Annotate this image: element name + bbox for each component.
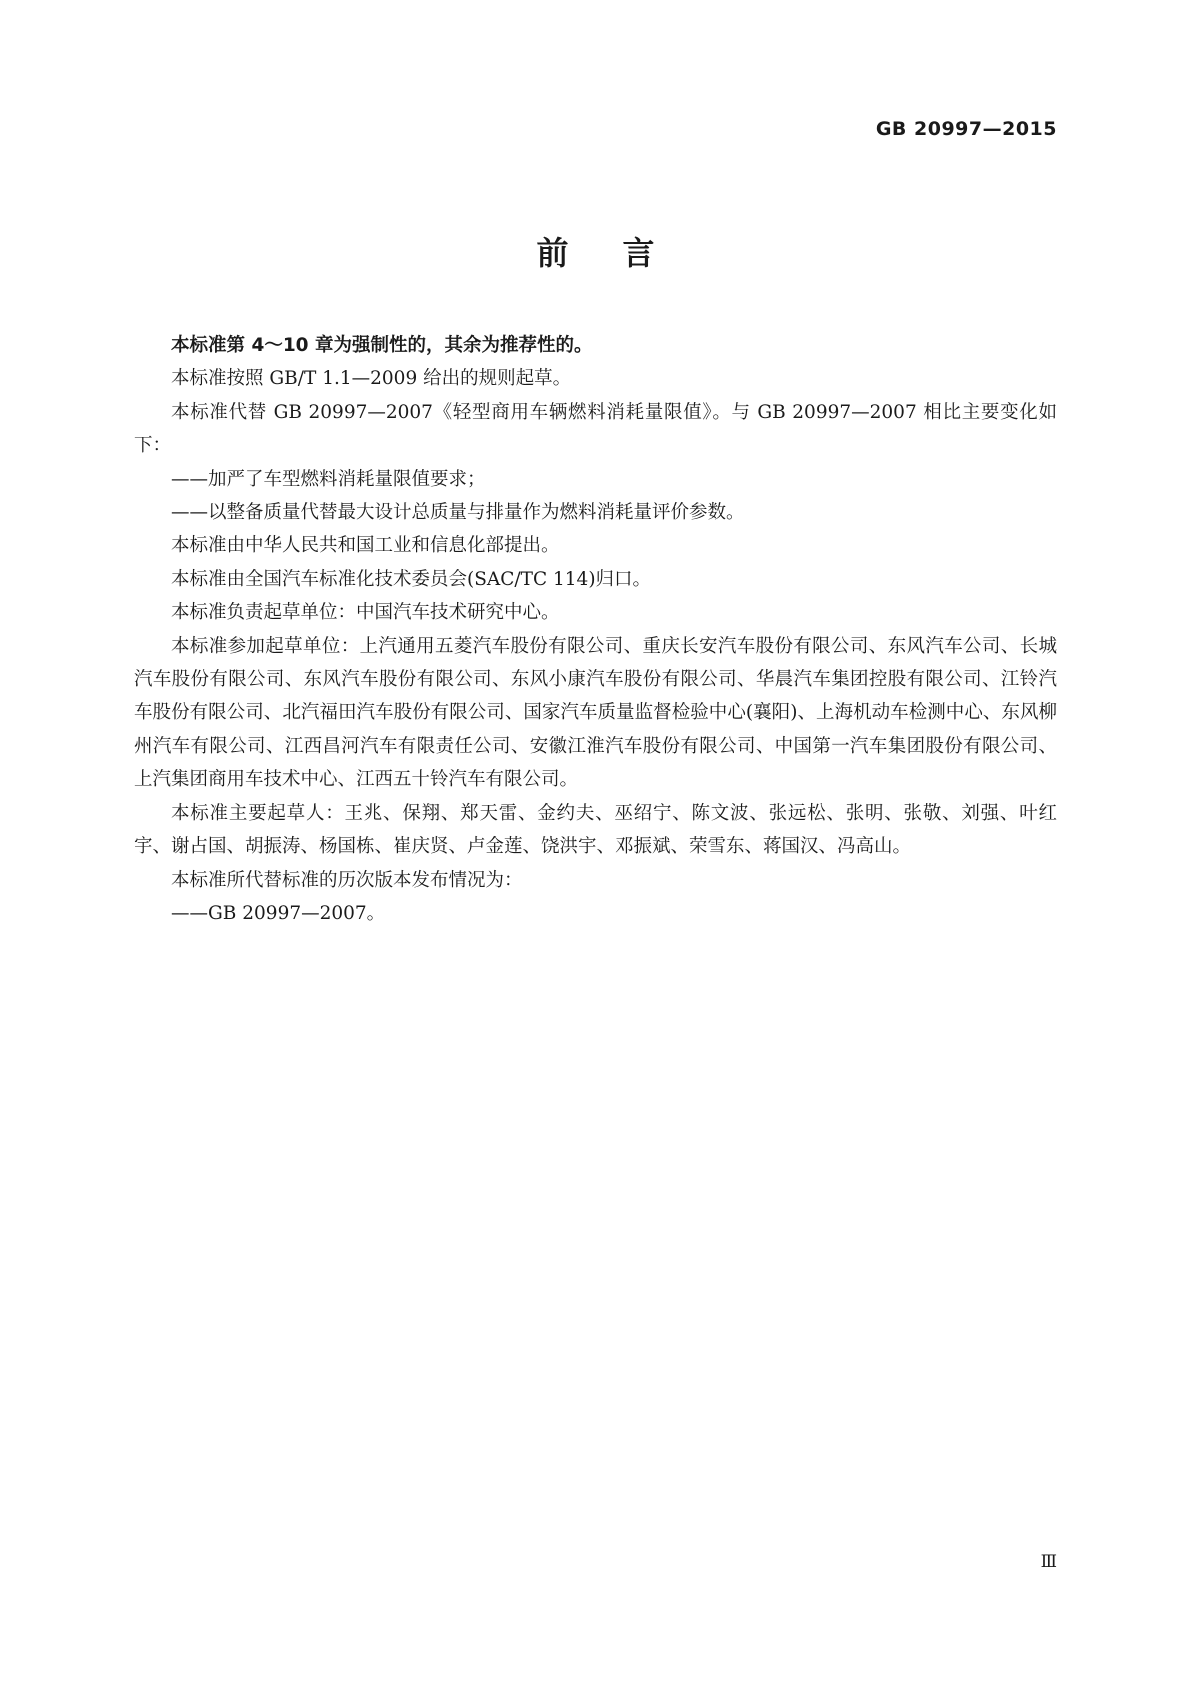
paragraph-lead-drafter: 本标准负责起草单位：中国汽车技术研究中心。 xyxy=(171,602,560,624)
standard-code: GB 20997—2015 xyxy=(875,118,1057,140)
change-item: ——以整备质量代替最大设计总质量与排量作为燃料消耗量评价参数。 xyxy=(171,502,745,524)
version-history-item: ——GB 20997—2007。 xyxy=(171,902,386,924)
paragraph-proposed-by: 本标准由中华人民共和国工业和信息化部提出。 xyxy=(171,535,560,557)
page-number: Ⅲ xyxy=(1040,1552,1057,1572)
paragraph-replaces: 本标准代替 GB 20997—2007《轻型商用车辆燃料消耗量限值》。与 GB 20997—2007 相比主要变化如下： xyxy=(134,401,1057,457)
preface-body xyxy=(134,329,1057,930)
paragraph-drafting-rules: 本标准按照 GB/T 1.1—2009 给出的规则起草。 xyxy=(171,368,572,390)
paragraph-main-drafters: 本标准主要起草人：王兆、保翔、郑天雷、金约夫、巫绍宁、陈文波、张远松、张明、张敬、刘强、叶红宇、谢占国、胡振涛、杨国栋、崔庆贤、卢金莲、饶洪宇、邓振斌、荣雪东、蒋国汉、冯高山。 xyxy=(134,802,1057,858)
paragraph-participating-drafters: 本标准参加起草单位：上汽通用五菱汽车股份有限公司、重庆长安汽车股份有限公司、东风汽车公司、长城汽车股份有限公司、东风汽车股份有限公司、东风小康汽车股份有限公司、华晨汽车集团控股有限公司、江铃汽车股份有限公司、北汽福田汽车股份有限公司、国家汽车质量监督检验中心(襄阳)、上海机动车检测中心、东风柳州汽车有限公司、江西昌河汽车有限责任公司、安徽江淮汽车股份有限公司、中国第一汽车集团股份有限公司、上汽集团商用车技术中心、江西五十铃汽车有限公司。 xyxy=(134,635,1057,791)
page-title: 前言 xyxy=(536,234,709,272)
paragraph-mandatory-scope: 本标准第 4～10 章为强制性的，其余为推荐性的。 xyxy=(171,335,593,356)
paragraph-version-history: 本标准所代替标准的历次版本发布情况为： xyxy=(171,869,523,891)
paragraph-centralized-by: 本标准由全国汽车标准化技术委员会(SAC/TC 114)归口。 xyxy=(171,568,652,590)
change-item: ——加严了车型燃料消耗量限值要求； xyxy=(171,468,486,490)
